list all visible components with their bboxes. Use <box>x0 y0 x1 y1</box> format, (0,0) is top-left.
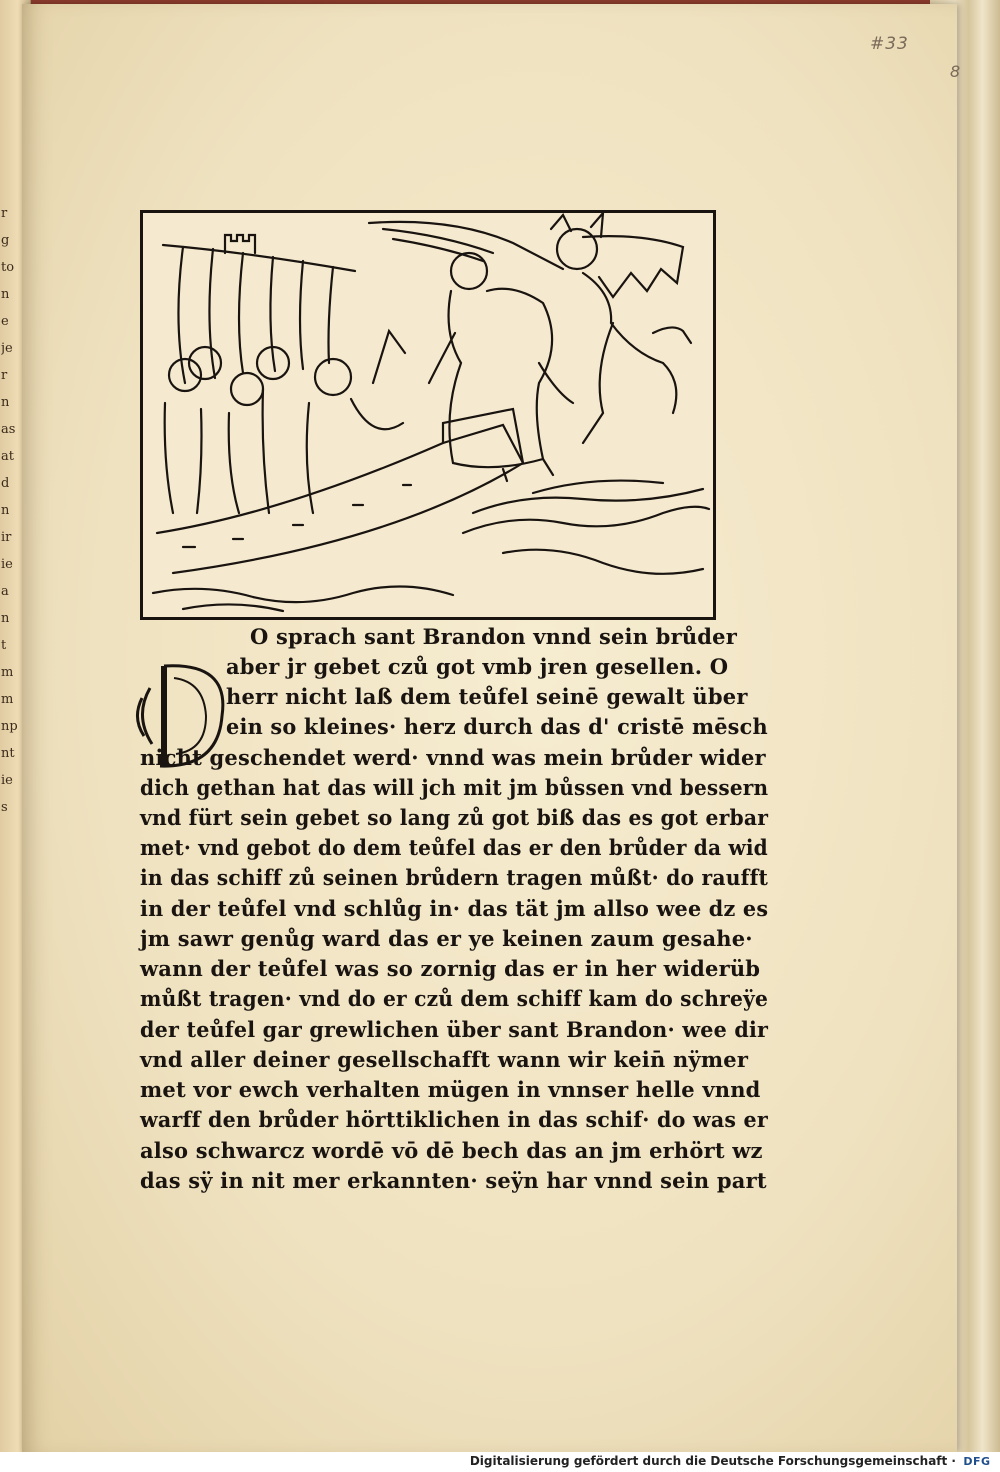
text-line-2: aber jr gebet czů got vmb jren gesellen. O <box>226 654 729 679</box>
text-block <box>108 624 768 1204</box>
dfg-logo: DFG <box>963 1455 991 1468</box>
digitization-footer <box>0 1452 1000 1472</box>
text-line-18: also schwarcz wordē vō dē bech das an jm erhört wz <box>140 1138 763 1163</box>
text-line-6: dich gethan hat das will jch mit jm bůssen vnd bessern <box>140 775 769 800</box>
book-page <box>22 4 961 1452</box>
text-line-3: herr nicht laß dem teůfel seinē gewalt über <box>226 684 748 709</box>
left-page-edge-text: r g to n e je r n as at d n ir ie a n t m m np nt ie s <box>1 206 18 815</box>
text-line-17: warff den brůder hörttiklichen in das schif· do was er <box>140 1107 768 1132</box>
folio-mark: #33 <box>870 34 909 54</box>
text-line-4: ein so kleines· herz durch das d' cristē mēsch <box>226 714 768 739</box>
text-line-7: vnd fürt sein gebet so lang zů got biß das es got erbar <box>140 805 769 830</box>
text-line-11: jm sawr genůg ward das er ye keinen zaum gesahe· <box>140 926 753 951</box>
text-line-13: můßt tragen· vnd do er czů dem schiff kam do schreÿe <box>140 986 769 1011</box>
folio-number: 8 <box>950 62 961 81</box>
text-line-12: wann der teůfel was so zornig das er in her widerüb <box>140 956 761 981</box>
text-line-19: das sÿ in nit mer erkannten· seÿn har vnnd sein part <box>140 1168 767 1193</box>
text-line-8: met· vnd gebot do dem teůfel das er den brůder da wid <box>140 835 768 860</box>
footer-credit: Digitalisierung gefördert durch die Deutsche Forschungsgemeinschaft · <box>469 1454 956 1468</box>
woodcut-illustration <box>140 210 716 620</box>
text-line-14: der teůfel gar grewlichen über sant Brandon· wee dir <box>140 1017 769 1042</box>
text-line-16: met vor ewch verhalten mügen in vnnser helle vnnd <box>140 1077 761 1102</box>
text-line-1: O sprach sant Brandon vnnd sein brůder <box>250 624 738 649</box>
text-line-10: in der teůfel vnd schlůg in· das tät jm allso wee dz es <box>140 896 769 921</box>
text-line-15: vnd aller deiner gesellschafft wann wir kein̄ nÿmer <box>140 1047 749 1072</box>
text-line-9: in das schiff zů seinen brůdern tragen můßt· do raufft <box>140 865 769 890</box>
text-line-5: nicht geschendet werd· vnnd was mein brůder wider <box>140 745 766 770</box>
woodcut-drawing <box>143 213 713 617</box>
